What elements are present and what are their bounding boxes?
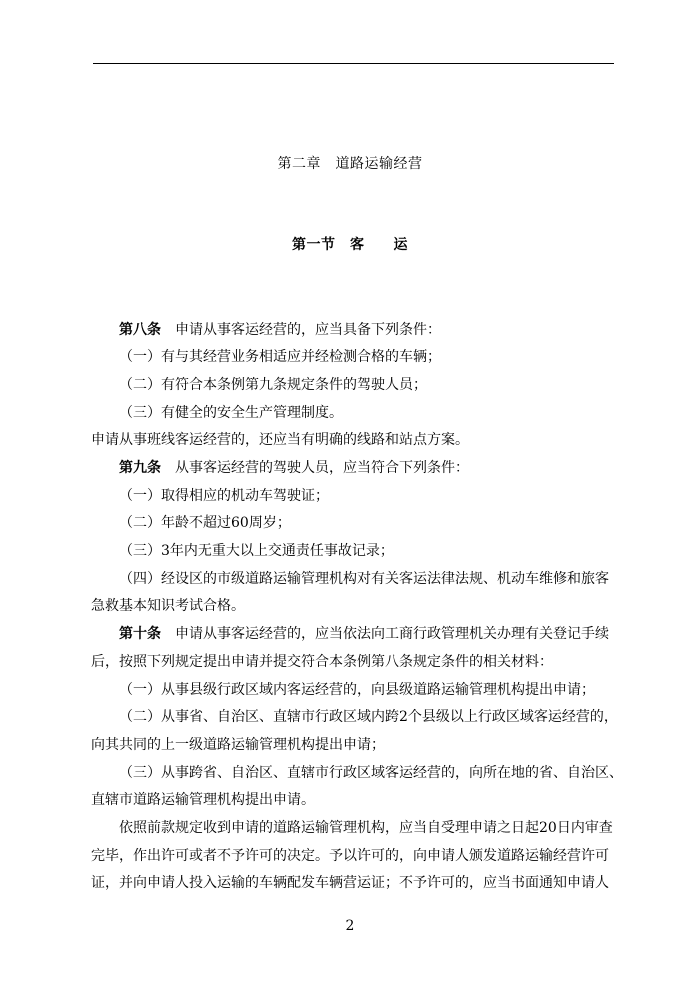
article-10-paragraph-line: 证，并向申请人投入运输的车辆配发车辆营运证；不予许可的，应当书面通知申请人: [91, 875, 609, 891]
article-9-item: （三）3年内无重大以上交通责任事故记录；: [119, 543, 394, 559]
article-10-heading: [119, 625, 609, 643]
article-9-item-cont: 急救基本知识考试合格。: [91, 598, 245, 614]
article-10-intro: 申请从事客运经营的，应当依法向工商行政管理机关办理有关登记手续: [161, 626, 609, 642]
chapter-title: 第二章 道路运输经营: [277, 156, 423, 172]
article-8-intro: 申请从事客运经营的，应当具备下列条件：: [161, 322, 441, 338]
article-9-label: 第九条: [119, 460, 161, 476]
article-10-paragraph-line: 依照前款规定收到申请的道路运输管理机构，应当自受理申请之日起20日内审查: [119, 820, 613, 836]
article-10-item: （三）从事跨省、自治区、直辖市行政区域客运经营的，向所在地的省、自治区、: [119, 765, 623, 781]
article-8-extra: 申请从事班线客运经营的，还应当有明确的线路和站点方案。: [91, 432, 469, 448]
article-8-heading: [119, 321, 441, 339]
article-9-heading: [119, 459, 469, 477]
article-9-item: （一）取得相应的机动车驾驶证；: [119, 488, 329, 504]
article-10-item-cont: 直辖市道路运输管理机构提出申请。: [91, 792, 315, 808]
article-10-item-cont: 向其共同的上一级道路运输管理机构提出申请；: [91, 737, 385, 753]
article-10-item: （一）从事县级行政区域内客运经营的，向县级道路运输管理机构提出申请；: [119, 682, 595, 698]
article-9-intro: 从事客运经营的驾驶人员，应当符合下列条件：: [161, 460, 469, 476]
section-title: 第一节 客 运: [292, 237, 408, 253]
page-number: 2: [345, 918, 355, 934]
header-rule: [93, 63, 614, 64]
article-10-paragraph-line: 完毕，作出许可或者不予许可的决定。予以许可的，向申请人颁发道路运输经营许可: [91, 848, 609, 864]
article-8-item: （二）有符合本条例第九条规定条件的驾驶人员；: [119, 377, 427, 393]
article-8-label: 第八条: [119, 322, 161, 338]
article-10-label: 第十条: [119, 626, 161, 642]
article-8-item: （三）有健全的安全生产管理制度。: [119, 405, 343, 421]
article-10-item: （二）从事省、自治区、直辖市行政区域内跨2个县级以上行政区域客运经营的，: [119, 709, 618, 725]
article-10-intro-cont: 后，按照下列规定提出申请并提交符合本条例第八条规定条件的相关材料：: [91, 654, 553, 670]
article-8-item: （一）有与其经营业务相适应并经检测合格的车辆；: [119, 349, 441, 365]
article-9-item: （四）经设区的市级道路运输管理机构对有关客运法律法规、机动车维修和旅客: [119, 571, 609, 587]
article-9-item: （二）年龄不超过60周岁；: [119, 515, 291, 531]
